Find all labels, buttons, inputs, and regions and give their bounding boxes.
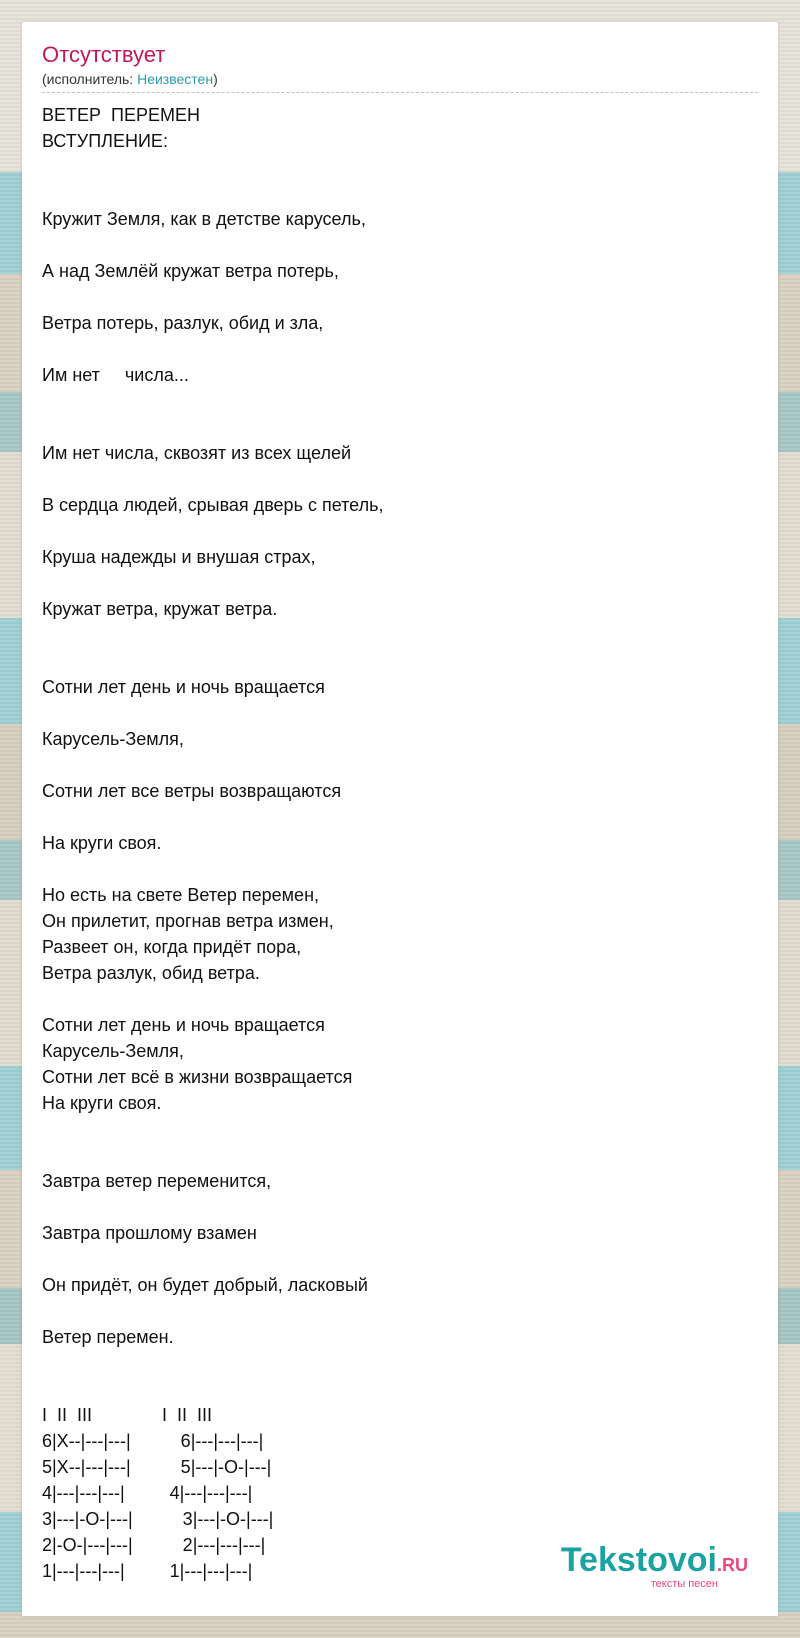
lyric-line [42,1246,758,1272]
lyric-line: Кружит Земля, как в детстве карусель, [42,209,366,229]
lyric-line [42,1376,758,1402]
lyric-line: 1|---|---|---| 1|---|---|---| [42,1561,253,1581]
lyric-line: Сотни лет день и ночь вращается [42,1015,325,1035]
logo-main-text: Tekstovoi [560,1541,717,1579]
lyric-line: Завтра ветер переменится, [42,1171,272,1191]
lyric-line [42,414,758,440]
lyric-line: Карусель-Земля, [42,1041,184,1061]
lyric-line [42,336,758,362]
lyric-line [42,466,758,492]
lyric-line [42,622,758,648]
lyric-line [42,518,758,544]
lyric-line [42,1142,758,1168]
lyric-line [42,752,758,778]
logo-tld: .RU [717,1555,748,1575]
artist-line [42,70,218,88]
lyric-line [42,570,758,596]
lyric-line: Ветер перемен. [42,1327,174,1347]
lyric-line: Им нет числа... [42,365,189,385]
lyric-line: I II III I II III [42,1405,213,1425]
lyric-line [42,154,758,180]
header-divider [42,92,758,93]
lyric-line: На круги своя. [42,1093,162,1113]
lyric-line: В сердца людей, срывая дверь с петель, [42,495,384,515]
lyric-line: 5|X--|---|---| 5|---|-O-|---| [42,1457,272,1477]
lyric-line [42,232,758,258]
lyric-line: ВСТУПЛЕНИЕ: [42,131,168,151]
lyric-line: Карусель-Земля, [42,729,184,749]
lyric-line: Кружат ветра, кружат ветра. [42,599,278,619]
lyric-line: 6|X--|---|---| 6|---|---|---| [42,1431,264,1451]
lyric-line: Сотни лет всё в жизни возвращается [42,1067,353,1087]
song-title: Отсутствует [42,42,166,67]
lyrics-text [42,102,758,1584]
artist-link[interactable]: Неизвестен [137,71,214,87]
lyric-line [42,388,758,414]
lyric-line [42,1298,758,1324]
lyric-line [42,986,758,1012]
lyric-line: Сотни лет все ветры возвращаются [42,781,342,801]
lyric-line: Им нет числа, сквозят из всех щелей [42,443,352,463]
lyric-line: Ветра разлук, обид ветра. [42,963,260,983]
lyric-line: Ветра потерь, разлук, обид и зла, [42,313,324,333]
artist-suffix: ) [213,71,218,87]
lyric-line [42,700,758,726]
lyric-line [42,648,758,674]
lyric-line [42,284,758,310]
lyric-line: Сотни лет день и ночь вращается [42,677,325,697]
lyric-line: Развеет он, когда придёт пора, [42,937,302,957]
lyric-line: 3|---|-O-|---| 3|---|-O-|---| [42,1509,274,1529]
lyric-line: Круша надежды и внушая страх, [42,547,316,567]
lyric-line: 2|-O-|---|---| 2|---|---|---| [42,1535,266,1555]
lyric-line [42,804,758,830]
lyric-line [42,180,758,206]
lyric-line: 4|---|---|---| 4|---|---|---| [42,1483,253,1503]
lyric-line [42,1116,758,1142]
logo-wordmark [561,1543,748,1582]
lyric-line: Он придёт, он будет добрый, ласковый [42,1275,368,1295]
lyric-line [42,1194,758,1220]
lyric-line: ВЕТЕР ПЕРЕМЕН [42,105,200,125]
lyric-line: Он прилетит, прогнав ветра измен, [42,911,334,931]
artist-prefix: (исполнитель: [42,71,138,87]
lyric-line: На круги своя. [42,833,162,853]
site-logo[interactable] [561,1543,748,1590]
content-panel [22,22,778,1616]
lyric-line [42,1350,758,1376]
lyric-line: А над Землёй кружат ветра потерь, [42,261,339,281]
logo-tagline: тексты песен [650,1578,718,1590]
lyric-line: Завтра прошлому взамен [42,1223,257,1243]
lyric-line [42,856,758,882]
lyric-line: Но есть на свете Ветер перемен, [42,885,320,905]
